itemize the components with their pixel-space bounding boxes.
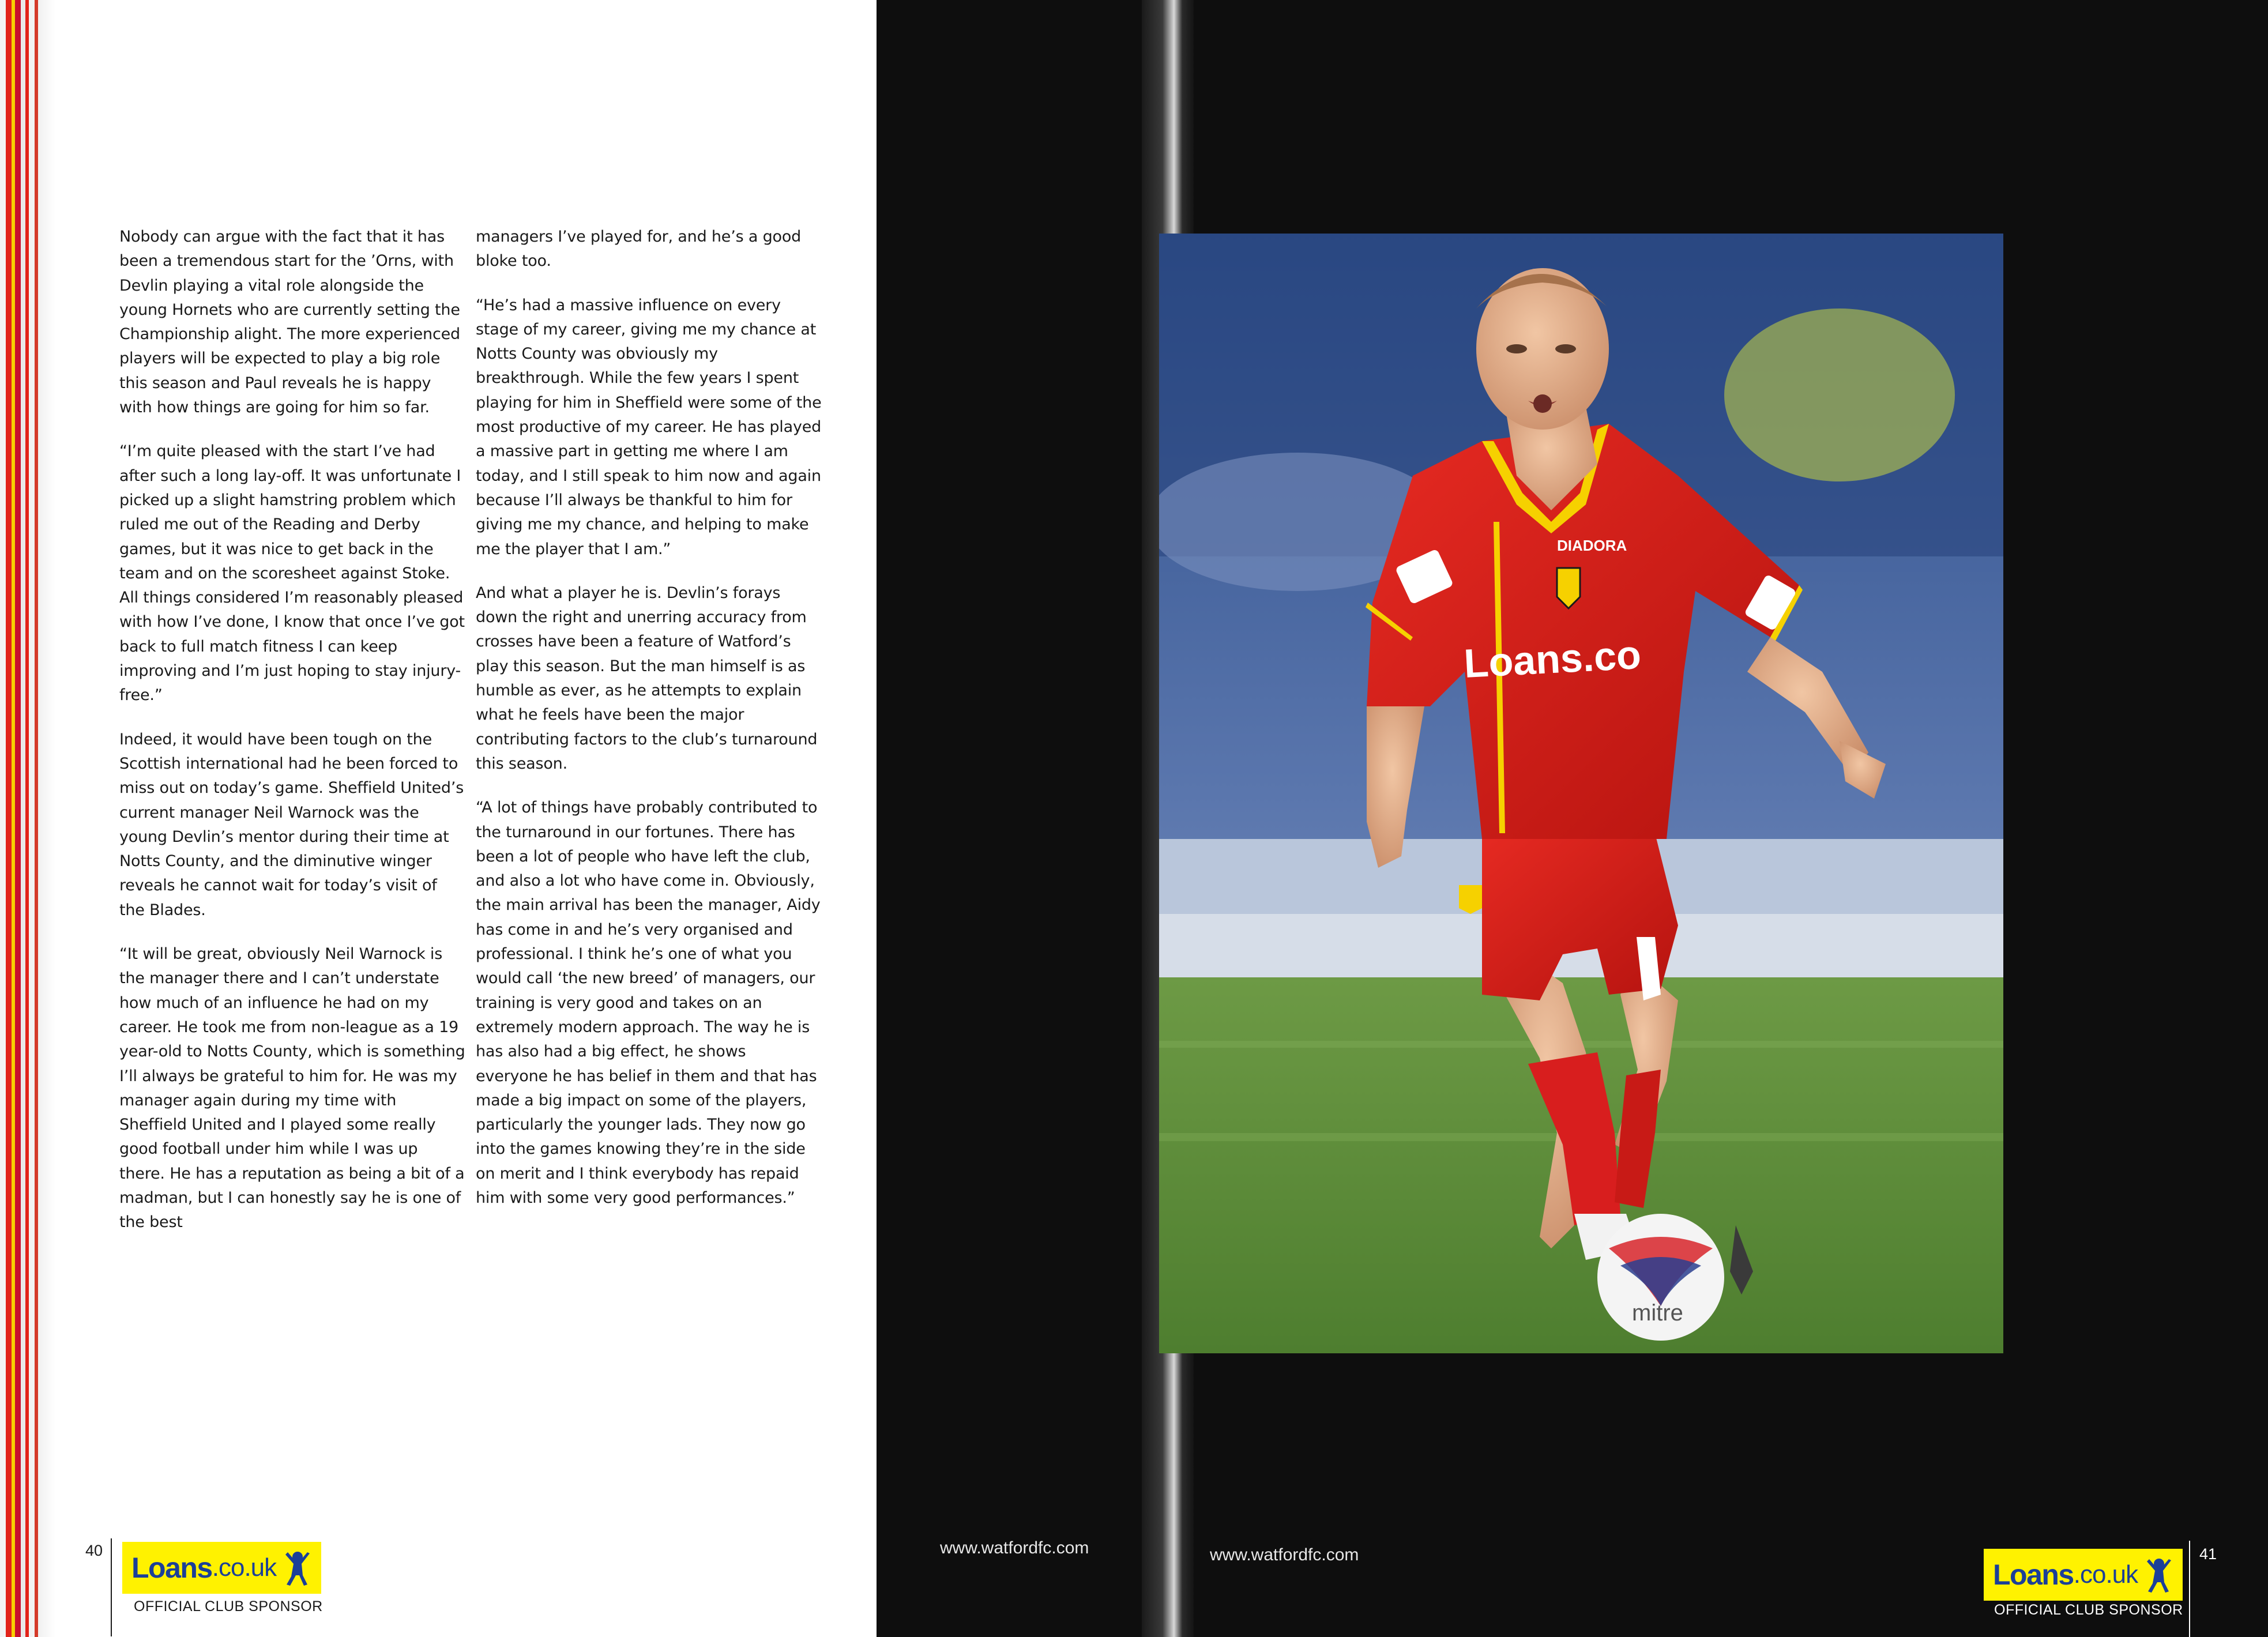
website-url-right: www.watfordfc.com (1210, 1545, 1359, 1564)
article-column-2 (476, 225, 822, 1230)
ball-brand-text: mitre (1632, 1300, 1683, 1326)
paragraph: “I’m quite pleased with the start I’ve had after such a long lay-off. It was unfortunate I picked up a slight hamstring problem which ruled me out of the Reading and Derby games, but it was nice to get back in the team and on the scoresheet against Stoke. All things considered I’m reasonably pleased with how I’ve done, I know that once I’ve got back to full match fitness I can keep improving and I’m just hoping to stay injury-free.” (119, 442, 465, 705)
shirt-sponsor-text: Loans.co (1462, 632, 1642, 686)
website-url-left: www.watfordfc.com (940, 1538, 1089, 1557)
paragraph: “He’s had a massive influence on every stage of my career, giving me my chance at Notts County was obviously my breakthrough. While the few years I spent playing for him in Sheffield were some of the most productive of my career. He has played a massive part in getting me where I am today, and I still speak to him now and again because I’ll always be thankful to him for giving me my chance, and helping to make me the player that I am.” (476, 296, 822, 558)
paragraph: And what a player he is. Devlin’s forays down the right and unerring accuracy from crosses have been a feature of Watford’s play this season. But the man himself is as humble as ever, as he attempts to explain what he feels have been the major contributing factors to the club’s turnaround this season. (476, 584, 818, 773)
article-column-1 (119, 225, 465, 1255)
sponsor-caption-right: OFFICIAL CLUB SPONSOR (1994, 1602, 2183, 1618)
sponsor-caption: OFFICIAL CLUB SPONSOR (134, 1598, 323, 1615)
paragraph: Indeed, it would have been tough on the Scottish international had he been forced to miss out on today’s game. Sheffield United’s current manager Neil Warnock was the young Devlin’s mentor during their time at Notts County, and the diminutive winger reveals he cannot wait for today’s visit of the Blades. (119, 730, 464, 919)
sponsor-brand: Loans (131, 1552, 212, 1584)
footer-divider-right (2189, 1541, 2190, 1637)
hornet-mascot-icon (2142, 1556, 2176, 1594)
page-edge-strip (0, 0, 55, 1637)
sponsor-brand: Loans (1993, 1559, 2074, 1591)
player-photo (1159, 234, 2003, 1353)
shorts-crest-icon (1459, 885, 1482, 914)
paragraph: “A lot of things have probably contributed to the turnaround in our fortunes. There has been a lot of people who have left the club, and also a lot who have come in. Obviously, the main arrival has been the manager, Aidy has come in and he’s very organised and professional. I think he’s one of what you would call ‘the new breed’ of managers, our training is very good and takes on an extremely modern approach. The way he is has also had a big effect, he shows everyone he has belief in them and that has made a big impact on some of the players, particularly the younger lads. They now go into the games knowing they’re in the side on merit and I think everybody has repaid him with some very good performances.” (476, 799, 821, 1207)
sponsor-logo-left (122, 1542, 321, 1594)
shirt-brand-text: DIADORA (1557, 537, 1627, 554)
sponsor-domain: .co.uk (212, 1553, 277, 1582)
left-page (0, 0, 877, 1637)
page-number-left: 40 (85, 1542, 103, 1559)
paragraph: managers I’ve played for, and he’s a good bloke too. (476, 228, 802, 270)
page-number-right: 41 (2199, 1545, 2217, 1563)
sponsor-domain: .co.uk (2073, 1560, 2138, 1589)
hornet-mascot-icon (281, 1549, 314, 1587)
sponsor-logo-right (1984, 1549, 2183, 1601)
paragraph: Nobody can argue with the fact that it has been a tremendous start for the ’Orns, with Devlin playing a vital role alongside the young Hornets who are currently setting the Championship alight. The more experienced players will be expected to play a big role this season and Paul reveals he is happy with how things are going for him so far. (119, 228, 460, 417)
footer-divider (111, 1538, 112, 1636)
paragraph: “It will be great, obviously Neil Warnock is the manager there and I can’t understate how much of an influence he had on my career. He took me from non-league as a 19 year-old to Notts County, which is something I’ll always be grateful to him for. He was my manager again during my time with Sheffield United and I played some really good football under him while I was up there. He has a reputation as being a bit of a madman, but I can honestly say he is one of the best (119, 945, 465, 1232)
